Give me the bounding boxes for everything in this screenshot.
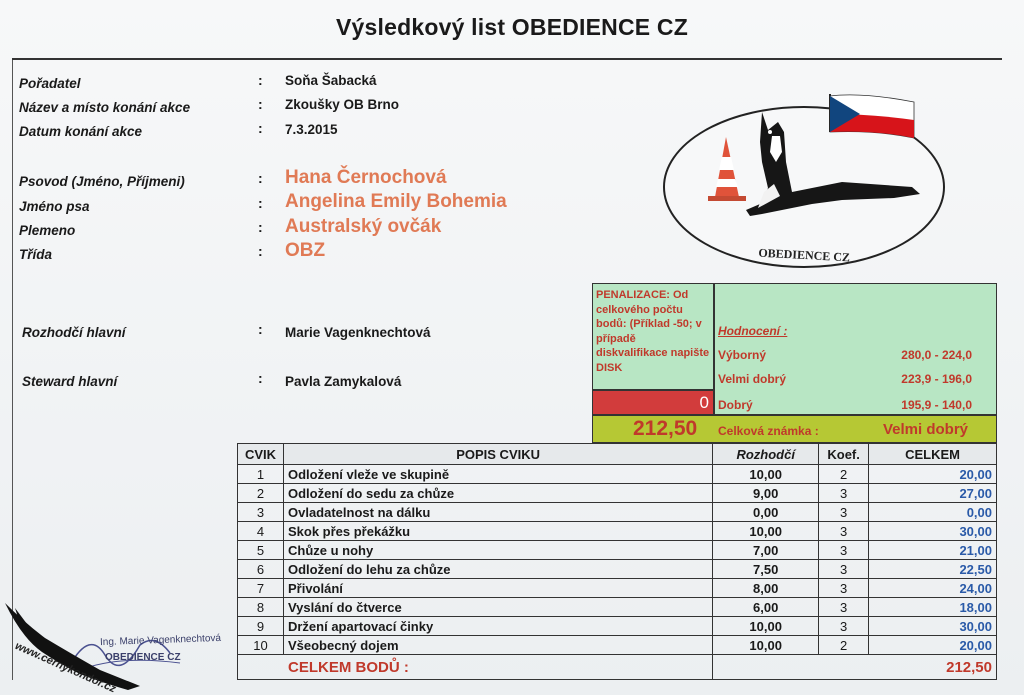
judge-label: Rozhodčí hlavní [22,325,126,340]
stamp-line2: OBEDIENCE CZ [105,652,181,663]
judge-score: 10,00 [713,465,819,484]
row-total: 24,00 [869,579,997,598]
coefficient: 2 [819,465,869,484]
col-coef: Koef. [819,444,869,465]
judge-score: 7,50 [713,560,819,579]
sum-label: CELKEM BODŮ : [238,655,713,680]
colon: : [258,219,263,235]
table-row [238,579,997,598]
colon: : [258,96,263,112]
dog-name-label: Jméno psa [19,199,90,214]
judge-score: 8,00 [713,579,819,598]
col-desc: POPIS CVIKU [283,444,712,465]
row-total: 18,00 [869,598,997,617]
class-value: OBZ [285,240,326,261]
coefficient: 3 [819,617,869,636]
exercise-number: 4 [238,522,284,541]
table-row [238,636,997,655]
rating-row [718,348,992,362]
exercise-name: Vyslání do čtverce [283,598,712,617]
coefficient: 3 [819,484,869,503]
rating-box [714,283,997,415]
exercise-name: Všeobecný dojem [283,636,712,655]
final-score: 212,50 [633,417,698,440]
breed-label: Plemeno [19,223,76,238]
date-label: Datum konání akce [19,124,143,139]
breed-value: Australský ovčák [285,216,442,237]
final-label: Celková známka : [718,424,819,438]
event-value: Zkoušky OB Brno [285,97,400,112]
table-row [238,465,997,484]
table-row [238,617,997,636]
judge-value: Marie Vagenknechtová [285,325,431,340]
rating-grade: Dobrý [718,398,753,412]
watermark-text: www.cernykondor.cz [13,640,118,695]
date-value: 7.3.2015 [285,122,338,137]
handler-label: Psovod (Jméno, Příjmeni) [19,174,185,189]
rating-heading: Hodnocení : [718,324,788,338]
penalty-box [592,283,714,390]
logo-graphic [662,92,946,272]
exercise-name: Odložení do lehu za chůze [283,560,712,579]
page-title: Výsledkový list OBEDIENCE CZ [336,14,688,40]
exercise-number: 3 [238,503,284,522]
coefficient: 2 [819,636,869,655]
coefficient: 3 [819,541,869,560]
table-row [238,503,997,522]
penalty-value: 0 [592,390,714,415]
table-row [238,598,997,617]
exercise-number: 8 [238,598,284,617]
rating-grade: Velmi dobrý [718,372,787,386]
handler-value: Hana Černochová [285,167,447,188]
coefficient: 3 [819,560,869,579]
rating-range: 195,9 - 140,0 [901,398,972,412]
exercise-number: 2 [238,484,284,503]
header-divider [12,58,1002,60]
exercise-name: Přivolání [283,579,712,598]
penalty-text: PENALIZACE: Od celkového počtu bodů: (Příklad -50; v případě diskvalifikace napište DISK [596,289,710,374]
row-total: 30,00 [869,522,997,541]
sum-row [238,655,997,680]
row-total: 27,00 [869,484,997,503]
judge-score: 10,00 [713,522,819,541]
exercise-number: 5 [238,541,284,560]
coefficient: 3 [819,503,869,522]
left-border [12,60,13,680]
row-total: 20,00 [869,465,997,484]
rating-row [718,398,992,412]
colon: : [258,321,263,337]
coefficient: 3 [819,598,869,617]
obedience-logo [662,92,946,272]
organizer-label: Pořadatel [19,76,81,91]
exercise-number: 9 [238,617,284,636]
colon: : [258,72,263,88]
rating-range: 223,9 - 196,0 [901,372,972,386]
exercise-number: 1 [238,465,284,484]
exercise-name: Odložení do sedu za chůze [283,484,712,503]
colon: : [258,170,263,186]
final-grade-box [592,415,997,443]
coefficient: 3 [819,579,869,598]
exercise-table [237,443,997,680]
table-row [238,541,997,560]
row-total: 21,00 [869,541,997,560]
exercise-number: 7 [238,579,284,598]
row-total: 0,00 [869,503,997,522]
row-total: 22,50 [869,560,997,579]
judge-score: 10,00 [713,636,819,655]
exercise-number: 6 [238,560,284,579]
rating-grade: Výborný [718,348,767,362]
rating-row [718,372,992,386]
sum-value: 212,50 [713,655,997,680]
judge-score: 10,00 [713,617,819,636]
colon: : [258,243,263,259]
row-total: 30,00 [869,617,997,636]
col-judge: Rozhodčí [713,444,819,465]
judge-score: 6,00 [713,598,819,617]
row-total: 20,00 [869,636,997,655]
event-label: Název a místo konání akce [19,100,191,115]
steward-value: Pavla Zamykalová [285,374,402,389]
colon: : [258,370,263,386]
stamp-line1: Ing. Marie Vagenknechtová [99,632,222,649]
exercise-number: 10 [238,636,284,655]
judge-score: 7,00 [713,541,819,560]
col-total: CELKEM [869,444,997,465]
judge-score: 9,00 [713,484,819,503]
table-header [238,444,997,465]
table-row [238,522,997,541]
exercise-name: Chůze u nohy [283,541,712,560]
judge-score: 0,00 [713,503,819,522]
colon: : [258,195,263,211]
coefficient: 3 [819,522,869,541]
czech-flag-icon [830,94,914,138]
organizer-value: Soňa Šabacká [285,73,377,88]
exercise-name: Držení apartovací činky [283,617,712,636]
table-row [238,560,997,579]
exercise-name: Skok přes překážku [283,522,712,541]
logo-text: OBEDIENCE CZ [758,245,851,265]
col-num: CVIK [238,444,284,465]
final-grade: Velmi dobrý [882,421,968,438]
exercise-name: Ovladatelnost na dálku [283,503,712,522]
exercise-name: Odložení vleže ve skupině [283,465,712,484]
steward-label: Steward hlavní [22,374,118,389]
table-row [238,484,997,503]
colon: : [258,120,263,136]
dog-name-value: Angelina Emily Bohemia [285,191,507,212]
rating-range: 280,0 - 224,0 [901,348,972,362]
class-label: Třída [19,247,53,262]
